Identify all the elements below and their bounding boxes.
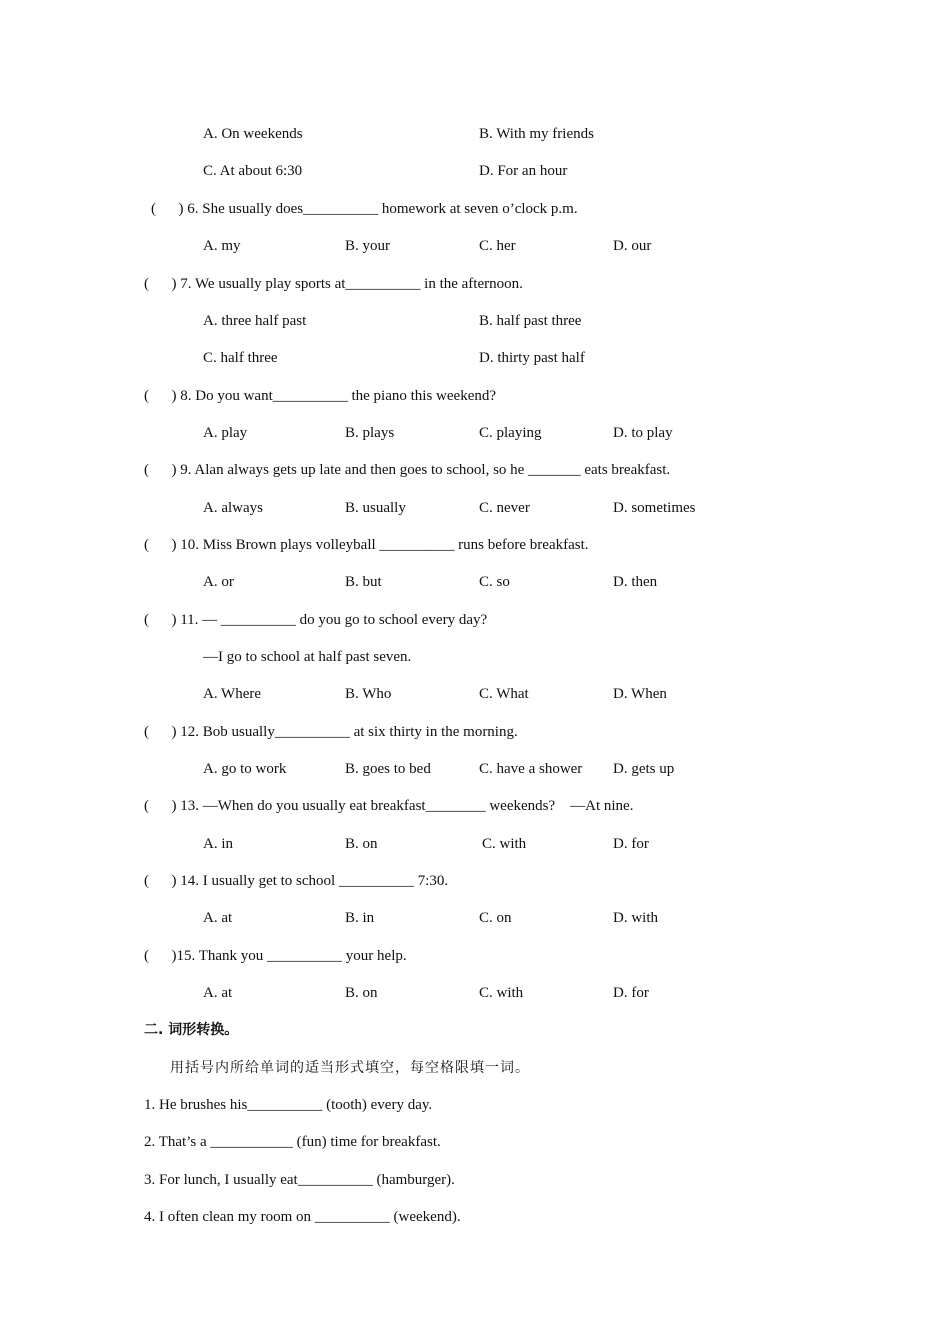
q15-option-b: B. on <box>345 985 378 1001</box>
q13-option-a: A. in <box>203 836 233 852</box>
section-instruction: 用括号内所给单词的适当形式填空，每空格限填一词。 <box>170 1060 530 1076</box>
q8-option-a: A. play <box>203 425 248 441</box>
q15-option-d: D. for <box>613 985 649 1001</box>
q6-option-d: D. our <box>613 238 652 254</box>
q14-option-c: C. on <box>479 910 512 926</box>
q14-option-a: A. at <box>203 910 233 926</box>
fill-item-1: 1. He brushes his__________ (tooth) every day. <box>144 1097 433 1113</box>
q14-option-d: D. with <box>613 910 658 926</box>
q7-option-b: B. half past three <box>479 313 582 329</box>
q8-option-b: B. plays <box>345 425 395 441</box>
q12-option-a: A. go to work <box>203 761 287 777</box>
q14-option-b: B. in <box>345 910 375 926</box>
q10-option-d: D. then <box>613 574 658 590</box>
fill-item-3: 3. For lunch, I usually eat__________ (hamburger). <box>144 1172 455 1188</box>
q10-option-a: A. or <box>203 574 234 590</box>
q13-stem: ( ) 13. —When do you usually eat breakfast________ weekends? —At nine. <box>144 798 634 814</box>
fill-item-4: 4. I often clean my room on __________ (weekend). <box>144 1209 461 1225</box>
section-heading: 二. 词形转换。 <box>144 1022 239 1038</box>
q9-option-b: B. usually <box>345 500 406 516</box>
q7-option-a: A. three half past <box>203 313 307 329</box>
q12-option-c: C. have a shower <box>479 761 583 777</box>
q12-option-b: B. goes to bed <box>345 761 431 777</box>
q11-answer: —I go to school at half past seven. <box>203 649 412 665</box>
q10-option-b: B. but <box>345 574 382 590</box>
q13-option-c: C. with <box>482 836 527 852</box>
q5-option-d: D. For an hour <box>479 163 568 179</box>
q7-option-c: C. half three <box>203 350 278 366</box>
q15-option-a: A. at <box>203 985 233 1001</box>
q15-stem: ( )15. Thank you __________ your help. <box>144 948 407 964</box>
q12-option-d: D. gets up <box>613 761 675 777</box>
q8-stem: ( ) 8. Do you want__________ the piano this weekend? <box>144 388 497 404</box>
q12-stem: ( ) 12. Bob usually__________ at six thirty in the morning. <box>144 724 518 740</box>
q11-option-c: C. What <box>479 686 529 702</box>
q13-option-d: D. for <box>613 836 649 852</box>
q5-option-b: B. With my friends <box>479 126 594 142</box>
fill-item-2: 2. That’s a ___________ (fun) time for breakfast. <box>144 1134 441 1150</box>
q5-option-c: C. At about 6:30 <box>203 163 303 179</box>
q6-option-a: A. my <box>203 238 241 254</box>
q6-option-c: C. her <box>479 238 516 254</box>
q10-option-c: C. so <box>479 574 510 590</box>
q7-stem: ( ) 7. We usually play sports at__________ in the afternoon. <box>144 276 523 292</box>
q9-stem: ( ) 9. Alan always gets up late and then goes to school, so he _______ eats breakfast. <box>144 462 671 478</box>
q5-option-a: A. On weekends <box>203 126 303 142</box>
q9-option-c: C. never <box>479 500 530 516</box>
q8-option-c: C. playing <box>479 425 542 441</box>
q7-option-d: D. thirty past half <box>479 350 585 366</box>
q15-option-c: C. with <box>479 985 524 1001</box>
q8-option-d: D. to play <box>613 425 673 441</box>
q11-option-b: B. Who <box>345 686 392 702</box>
q11-option-d: D. When <box>613 686 667 702</box>
q13-option-b: B. on <box>345 836 378 852</box>
q6-stem: ( ) 6. She usually does__________ homework at seven o’clock p.m. <box>151 201 578 217</box>
q6-option-b: B. your <box>345 238 390 254</box>
q14-stem: ( ) 14. I usually get to school __________ 7:30. <box>144 873 449 889</box>
q10-stem: ( ) 10. Miss Brown plays volleyball __________ runs before breakfast. <box>144 537 589 553</box>
q11-option-a: A. Where <box>203 686 262 702</box>
q11-stem: ( ) 11. — __________ do you go to school every day? <box>144 612 488 628</box>
q9-option-d: D. sometimes <box>613 500 696 516</box>
q9-option-a: A. always <box>203 500 263 516</box>
